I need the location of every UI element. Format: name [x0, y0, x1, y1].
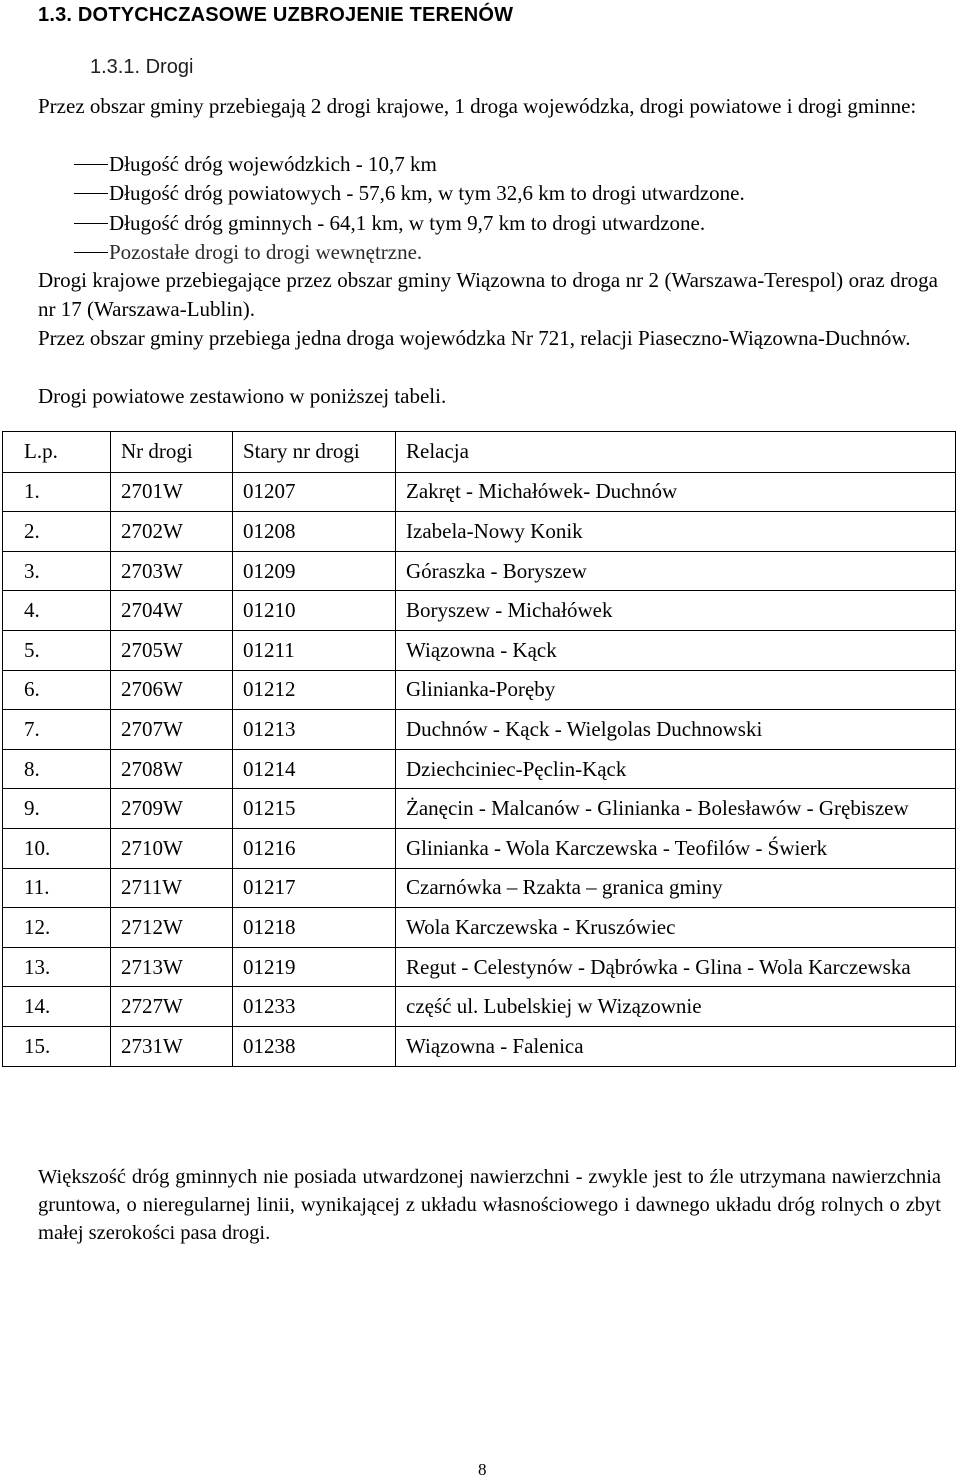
cell-old-road-number: 01216	[233, 828, 396, 868]
cell-lp: 1.	[3, 472, 111, 512]
cell-route: Boryszew - Michałówek	[396, 591, 956, 631]
county-roads-table	[2, 431, 956, 1067]
intro-paragraph: Przez obszar gminy przebiegają 2 drogi krajowe, 1 droga wojewódzka, drogi powiatowe i drogi gminne:	[38, 94, 917, 118]
cell-lp: 9.	[3, 789, 111, 829]
table-header-row	[3, 432, 956, 473]
cell-road-number: 2727W	[111, 987, 233, 1027]
table-row	[3, 670, 956, 710]
section-title: 1.3. DOTYCHCZASOWE UZBROJENIE TERENÓW	[38, 4, 514, 26]
cell-route: Zakręt - Michałówek- Duchnów	[396, 472, 956, 512]
cell-old-road-number: 01211	[233, 630, 396, 670]
cell-road-number: 2713W	[111, 947, 233, 987]
cell-route: Duchnów - Kąck - Wielgolas Duchnowski	[396, 710, 956, 750]
list-item-text: Długość dróg powiatowych - 57,6 km, w tym 32,6 km to drogi utwardzone.	[109, 181, 745, 206]
cell-road-number: 2704W	[111, 591, 233, 631]
cell-route: Wiązowna - Falenica	[396, 1026, 956, 1066]
cell-road-number: 2708W	[111, 749, 233, 789]
list-item	[74, 209, 745, 238]
cell-old-road-number: 01207	[233, 472, 396, 512]
dash-bullet-icon	[74, 223, 108, 224]
cell-road-number: 2710W	[111, 828, 233, 868]
list-item	[74, 238, 745, 267]
voivodeship-road-paragraph: Przez obszar gminy przebiega jedna droga wojewódzka Nr 721, relacji Piaseczno-Wiązowna-Duchnów.	[38, 326, 911, 350]
table-row	[3, 947, 956, 987]
cell-road-number: 2706W	[111, 670, 233, 710]
cell-old-road-number: 01212	[233, 670, 396, 710]
table-row	[3, 908, 956, 948]
table-row	[3, 868, 956, 908]
footer-paragraph: Większość dróg gminnych nie posiada utwardzonej nawierzchni - zwykle jest to źle utrzymana nawierzchnia gruntowa, o nieregularnej linii, wynikającej z układu własnościowego i dawnego układu dróg rolnych o zbyt małej szerokości pasa drogi.	[38, 1166, 941, 1244]
cell-route: Izabela-Nowy Konik	[396, 512, 956, 552]
cell-road-number: 2707W	[111, 710, 233, 750]
cell-road-number: 2731W	[111, 1026, 233, 1066]
cell-lp: 2.	[3, 512, 111, 552]
cell-lp: 4.	[3, 591, 111, 631]
cell-route: Czarnówka – Rzakta – granica gminy	[396, 868, 956, 908]
page-number: 8	[478, 1460, 487, 1479]
cell-route: Dziechciniec-Pęclin-Kąck	[396, 749, 956, 789]
subsection-title: 1.3.1. Drogi	[90, 56, 194, 78]
cell-old-road-number: 01209	[233, 551, 396, 591]
cell-old-road-number: 01233	[233, 987, 396, 1027]
cell-route: część ul. Lubelskiej w Wizązownie	[396, 987, 956, 1027]
cell-lp: 14.	[3, 987, 111, 1027]
cell-lp: 15.	[3, 1026, 111, 1066]
cell-old-road-number: 01219	[233, 947, 396, 987]
table-row	[3, 749, 956, 789]
header-route: Relacja	[396, 432, 956, 473]
cell-lp: 10.	[3, 828, 111, 868]
dash-bullet-icon	[74, 193, 108, 194]
cell-road-number: 2712W	[111, 908, 233, 948]
cell-old-road-number: 01213	[233, 710, 396, 750]
cell-old-road-number: 01217	[233, 868, 396, 908]
cell-lp: 12.	[3, 908, 111, 948]
list-item-text: Pozostałe drogi to drogi wewnętrzne.	[109, 240, 423, 265]
dash-bullet-icon	[74, 164, 108, 165]
table-row	[3, 591, 956, 631]
cell-old-road-number: 01238	[233, 1026, 396, 1066]
dash-bullet-icon	[74, 252, 108, 253]
cell-old-road-number: 01210	[233, 591, 396, 631]
cell-road-number: 2711W	[111, 868, 233, 908]
cell-lp: 5.	[3, 630, 111, 670]
cell-route: Glinianka - Wola Karczewska - Teofilów - Świerk	[396, 828, 956, 868]
cell-road-number: 2702W	[111, 512, 233, 552]
list-item-text: Długość dróg gminnych - 64,1 km, w tym 9,7 km to drogi utwardzone.	[109, 210, 706, 235]
cell-road-number: 2703W	[111, 551, 233, 591]
table-row	[3, 828, 956, 868]
cell-road-number: 2705W	[111, 630, 233, 670]
cell-old-road-number: 01208	[233, 512, 396, 552]
cell-road-number: 2709W	[111, 789, 233, 829]
cell-lp: 8.	[3, 749, 111, 789]
table-row	[3, 472, 956, 512]
table-row	[3, 551, 956, 591]
table-row	[3, 630, 956, 670]
cell-old-road-number: 01215	[233, 789, 396, 829]
cell-route: Wiązowna - Kąck	[396, 630, 956, 670]
table-row	[3, 789, 956, 829]
cell-road-number: 2701W	[111, 472, 233, 512]
cell-lp: 6.	[3, 670, 111, 710]
table-row	[3, 1026, 956, 1066]
table-row	[3, 512, 956, 552]
cell-old-road-number: 01218	[233, 908, 396, 948]
road-length-list	[74, 150, 745, 267]
cell-lp: 3.	[3, 551, 111, 591]
cell-route: Regut - Celestynów - Dąbrówka - Glina - Wola Karczewska	[396, 947, 956, 987]
cell-lp: 11.	[3, 868, 111, 908]
list-item	[74, 150, 745, 179]
list-item	[74, 179, 745, 208]
cell-route: Góraszka - Boryszew	[396, 551, 956, 591]
cell-old-road-number: 01214	[233, 749, 396, 789]
header-road-number: Nr drogi	[111, 432, 233, 473]
cell-lp: 7.	[3, 710, 111, 750]
cell-route: Żanęcin - Malcanów - Glinianka - Bolesławów - Gręb​iszew	[396, 789, 956, 829]
header-lp: L.p.	[3, 432, 111, 473]
cell-route: Wola Karczewska - Kruszówiec	[396, 908, 956, 948]
table-row	[3, 987, 956, 1027]
cell-lp: 13.	[3, 947, 111, 987]
table-row	[3, 710, 956, 750]
table-intro-paragraph: Drogi powiatowe zestawiono w poniższej tabeli.	[38, 384, 447, 408]
national-roads-paragraph: Drogi krajowe przebiegające przez obszar gminy Wiązowna to droga nr 2 (Warszawa-Terespol) oraz droga nr 17 (Warszawa-Lublin).	[38, 268, 938, 321]
cell-route: Glinianka-Poręby	[396, 670, 956, 710]
list-item-text: Długość dróg wojewódzkich - 10,7 km	[109, 152, 437, 177]
header-old-road-number: Stary nr drogi	[233, 432, 396, 473]
